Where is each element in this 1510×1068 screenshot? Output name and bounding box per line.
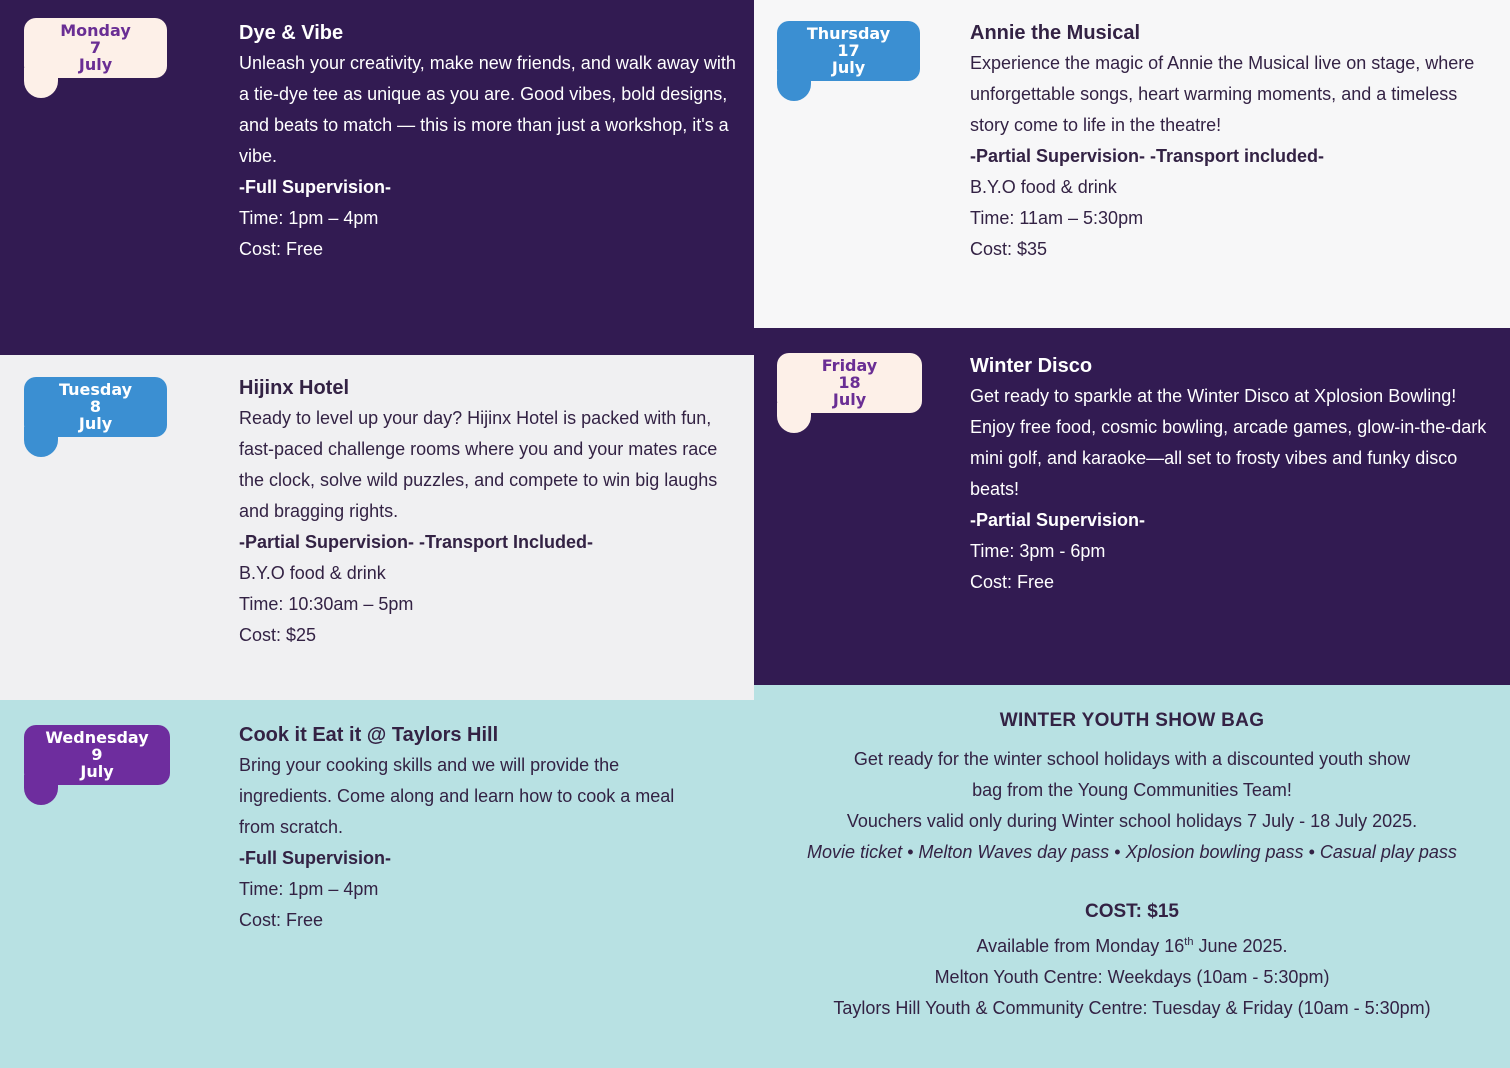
event-details-tuesday — [239, 375, 739, 651]
showbag-passes: Movie ticket • Melton Waves day pass • Xplosion bowling pass • Casual play pass — [807, 842, 1457, 862]
showbag-line-2: bag from the Young Communities Team! — [972, 780, 1292, 800]
showbag-cost: COST: $15 — [1085, 901, 1179, 922]
date-bubble-monday — [24, 18, 167, 78]
bubble-day: Thursday — [806, 24, 891, 43]
event-details-wednesday — [239, 722, 739, 936]
bubble-day: Tuesday — [58, 380, 133, 399]
event-supervision: -Full Supervision- — [239, 848, 392, 868]
date-bubble-wednesday — [24, 725, 170, 785]
showbag-line-3: Vouchers valid only during Winter school holidays 7 July - 18 July 2025. — [846, 811, 1418, 831]
event-description: Ready to level up your day? Hijinx Hotel is packed with fun, fast-paced challenge rooms where you and your mates race the clock, solve wild puzzles, and compete to win big laughs and bragging rights. — [239, 408, 718, 521]
bubble-day: Monday — [60, 21, 131, 40]
bubble-date: 9 — [91, 745, 103, 764]
event-cost: Cost: Free — [239, 910, 324, 930]
event-description: Bring your cooking skills and we will provide the ingredients. Come along and learn how to cook a meal from scratch. — [239, 755, 675, 837]
bubble-date: 8 — [89, 397, 102, 416]
event-supervision: -Partial Supervision- -Transport included- — [970, 146, 1325, 166]
bubble-month: July — [78, 414, 113, 433]
event-panel-wednesday — [0, 700, 754, 1068]
event-cost: Cost: $25 — [239, 625, 317, 645]
date-bubble-thursday — [777, 21, 920, 81]
bubble-month: July — [831, 58, 866, 77]
showbag-panel — [754, 685, 1510, 1068]
bubble-date: 18 — [838, 373, 861, 392]
event-supervision: -Partial Supervision- -Transport Included- — [239, 532, 594, 552]
event-supervision: -Full Supervision- — [239, 177, 392, 197]
available-text: Available from Monday 16 — [976, 936, 1185, 956]
event-title: Winter Disco — [970, 355, 1093, 377]
event-title: Annie the Musical — [970, 22, 1141, 44]
event-time: Time: 10:30am – 5pm — [239, 594, 414, 614]
event-panel-friday — [754, 328, 1510, 685]
event-cost: Cost: Free — [239, 239, 324, 259]
bubble-month: July — [80, 762, 114, 781]
event-title: Dye & Vibe — [239, 22, 344, 44]
event-time: Time: 1pm – 4pm — [239, 879, 379, 899]
event-title: Hijinx Hotel — [239, 377, 350, 399]
event-time: Time: 1pm – 4pm — [239, 208, 379, 228]
event-title: Cook it Eat it @ Taylors Hill — [239, 724, 499, 746]
showbag-line-1: Get ready for the winter school holidays with a discounted youth show — [853, 749, 1411, 769]
event-byo: B.Y.O food & drink — [239, 563, 386, 583]
event-panel-tuesday — [0, 355, 754, 700]
showbag-available — [754, 927, 1510, 962]
event-cost: Cost: $35 — [970, 239, 1048, 259]
event-cost: Cost: Free — [970, 572, 1055, 592]
event-byo: B.Y.O food & drink — [970, 177, 1117, 197]
bubble-day: Wednesday — [45, 728, 149, 747]
showbag-location-2: Taylors Hill Youth & Community Centre: Tuesday & Friday (10am - 5:30pm) — [833, 998, 1431, 1018]
event-details-monday — [239, 20, 739, 265]
event-panel-monday — [0, 0, 754, 355]
date-bubble-friday — [777, 353, 922, 413]
bubble-date: 17 — [837, 41, 860, 60]
showbag-content — [754, 685, 1510, 1024]
event-description: Get ready to sparkle at the Winter Disco at Xplosion Bowling! Enjoy free food, cosmic bowling, arcade games, glow-in-the-dark mini golf, and karaoke—all set to frosty vibes and funky disco beats! — [970, 386, 1487, 499]
event-description: Experience the magic of Annie the Musical live on stage, where unforgettable songs, heart warming moments, and a timeless story come to life in the theatre! — [970, 53, 1475, 135]
bubble-date: 7 — [89, 38, 102, 57]
event-description: Unleash your creativity, make new friends, and walk away with a tie-dye tee as unique as you are. Good vibes, bold designs, and beats to match — this is more than just a workshop, it's a vibe. — [239, 53, 736, 166]
event-panel-thursday — [754, 0, 1510, 328]
event-details-thursday — [970, 20, 1480, 265]
showbag-title: WINTER YOUTH SHOW BAG — [999, 710, 1265, 731]
bubble-day: Friday — [821, 356, 878, 375]
event-supervision: -Partial Supervision- — [970, 510, 1146, 530]
event-time: Time: 11am – 5:30pm — [970, 208, 1144, 228]
event-details-friday — [970, 353, 1490, 598]
available-date: June 2025. — [1193, 936, 1288, 956]
bubble-month: July — [832, 390, 867, 409]
available-suffix: th — [1184, 936, 1194, 948]
event-time: Time: 3pm - 6pm — [970, 541, 1106, 561]
showbag-location-1: Melton Youth Centre: Weekdays (10am - 5:30pm) — [934, 967, 1330, 987]
date-bubble-tuesday — [24, 377, 167, 437]
bubble-month: July — [78, 55, 113, 74]
